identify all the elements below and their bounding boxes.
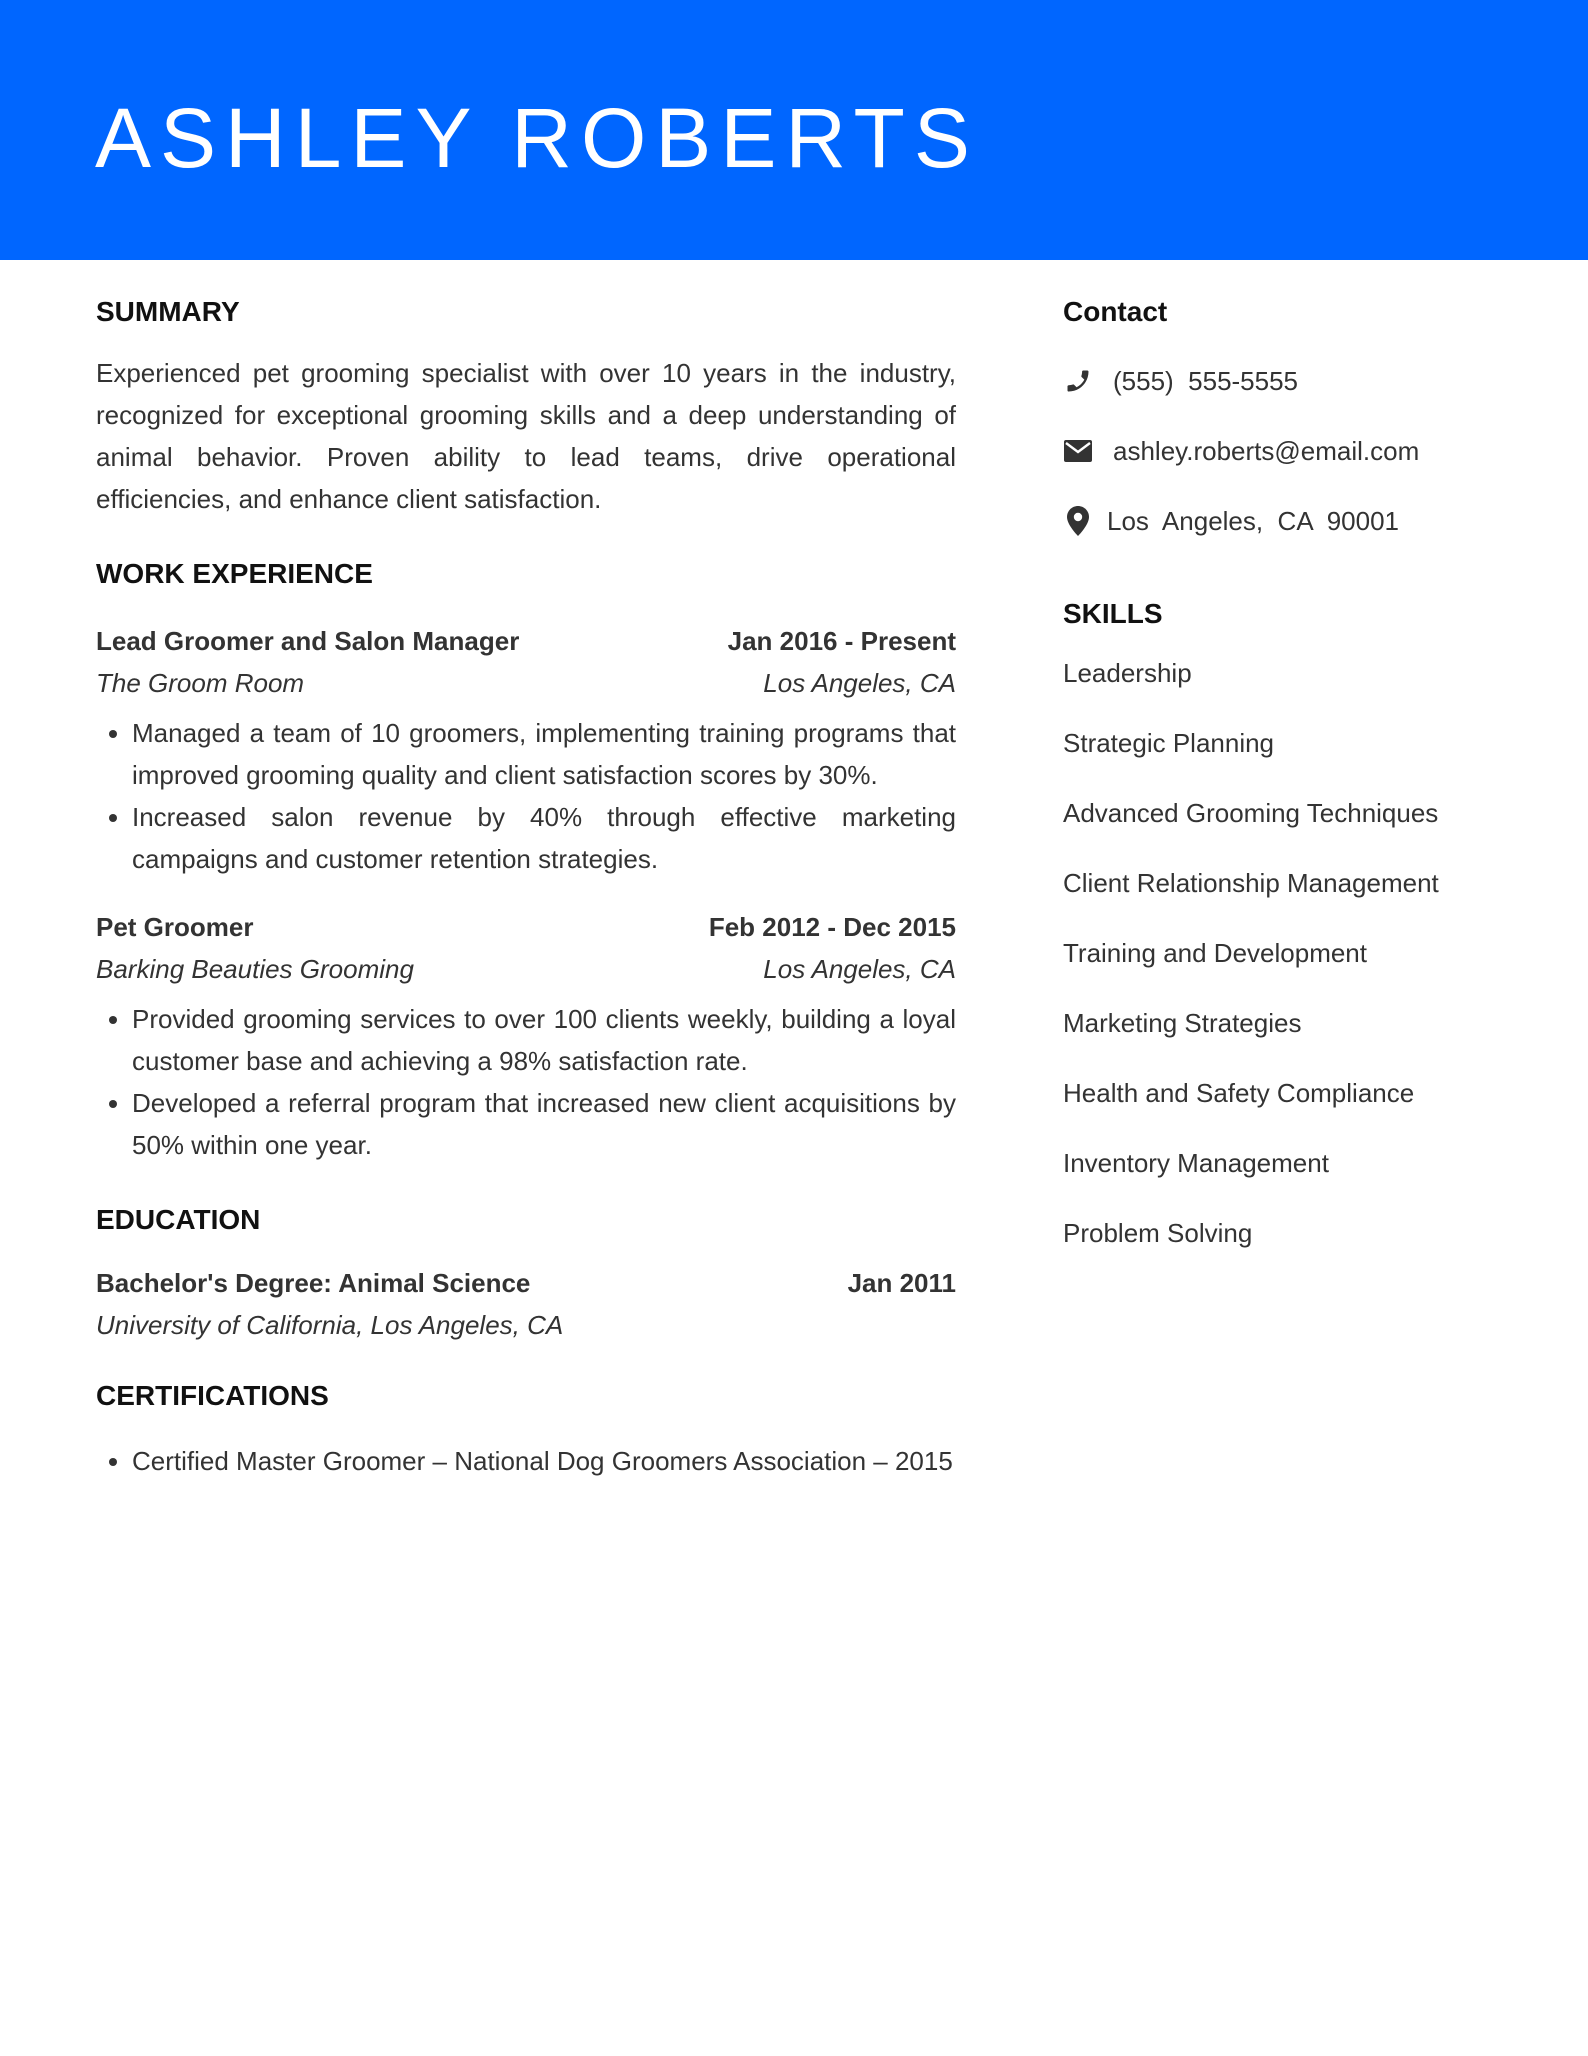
job-location: Los Angeles, CA bbox=[763, 954, 956, 984]
skill-item: Marketing Strategies bbox=[1063, 1008, 1302, 1038]
skills-list bbox=[1063, 638, 1523, 1268]
job-bullet: • Provided grooming services to over 100 clients weekly, building a loyal customer base and achieving a 98% satisfaction rate. bbox=[132, 998, 956, 1082]
skill-item: Health and Safety Compliance bbox=[1063, 1078, 1415, 1108]
job-dates: Jan 2016 - Present bbox=[727, 626, 956, 656]
education-entry bbox=[96, 1262, 956, 1346]
job-dates: Feb 2012 - Dec 2015 bbox=[708, 912, 956, 942]
job-company: The Groom Room bbox=[96, 668, 305, 698]
certification-list bbox=[96, 1440, 956, 1482]
job-bullets bbox=[96, 998, 956, 1166]
job-bullet: • Developed a referral program that increased new client acquisitions by 50% within one year. bbox=[132, 1082, 956, 1166]
skills-heading: SKILLS bbox=[1063, 598, 1163, 629]
header-banner bbox=[0, 0, 1588, 260]
degree-date: Jan 2011 bbox=[847, 1268, 956, 1298]
skill-item: Client Relationship Management bbox=[1063, 868, 1439, 898]
skill-item: Advanced Grooming Techniques bbox=[1063, 798, 1439, 828]
skill-item: Strategic Planning bbox=[1063, 728, 1275, 758]
map-pin-icon bbox=[1063, 506, 1093, 536]
summary-heading: SUMMARY bbox=[96, 296, 240, 327]
skill-item: Inventory Management bbox=[1063, 1148, 1329, 1178]
job-entry bbox=[96, 906, 956, 1166]
degree: Bachelor's Degree: Animal Science bbox=[96, 1268, 531, 1298]
candidate-name: ASHLEY ROBERTS bbox=[95, 91, 979, 185]
job-role: Pet Groomer bbox=[96, 912, 254, 942]
sidebar-column bbox=[1063, 288, 1523, 1268]
phone-icon bbox=[1063, 366, 1093, 396]
contact-list bbox=[1063, 346, 1523, 556]
work-experience-heading: WORK EXPERIENCE bbox=[96, 558, 373, 589]
envelope-icon bbox=[1063, 436, 1093, 466]
education-heading: EDUCATION bbox=[96, 1204, 261, 1235]
job-role: Lead Groomer and Salon Manager bbox=[96, 626, 520, 656]
school: University of California, Los Angeles, CA bbox=[96, 1310, 564, 1340]
skill-item: Training and Development bbox=[1063, 938, 1367, 968]
contact-email bbox=[1063, 416, 1523, 486]
job-company: Barking Beauties Grooming bbox=[96, 954, 414, 984]
certifications-heading: CERTIFICATIONS bbox=[96, 1380, 329, 1411]
job-entry bbox=[96, 620, 956, 880]
contact-phone bbox=[1063, 346, 1523, 416]
job-bullets bbox=[96, 712, 956, 880]
job-bullet: • Managed a team of 10 groomers, implementing training programs that improved grooming quality and client satisfaction scores by 30%. bbox=[132, 712, 956, 796]
job-location: Los Angeles, CA bbox=[763, 668, 956, 698]
contact-phone-text: (555) 555-5555 bbox=[1113, 365, 1299, 396]
main-column bbox=[96, 288, 956, 1482]
contact-location bbox=[1063, 486, 1523, 556]
certification-item: • Certified Master Groomer – National Dog Groomers Association – 2015 bbox=[132, 1440, 956, 1482]
contact-email-text: ashley.roberts@email.com bbox=[1113, 435, 1420, 466]
skill-item: Leadership bbox=[1063, 658, 1192, 688]
summary-text: Experienced pet grooming specialist with over 10 years in the industry, recognized for exceptional grooming skills and a deep understanding of animal behavior. Proven ability to lead teams, drive operational efficiencies, and enhance client satisfaction. bbox=[96, 358, 956, 514]
job-bullet: • Increased salon revenue by 40% through effective marketing campaigns and customer retention strategies. bbox=[132, 796, 956, 880]
contact-location-text: Los Angeles, CA 90001 bbox=[1107, 505, 1399, 536]
skill-item: Problem Solving bbox=[1063, 1218, 1253, 1248]
contact-heading: Contact bbox=[1063, 296, 1168, 327]
